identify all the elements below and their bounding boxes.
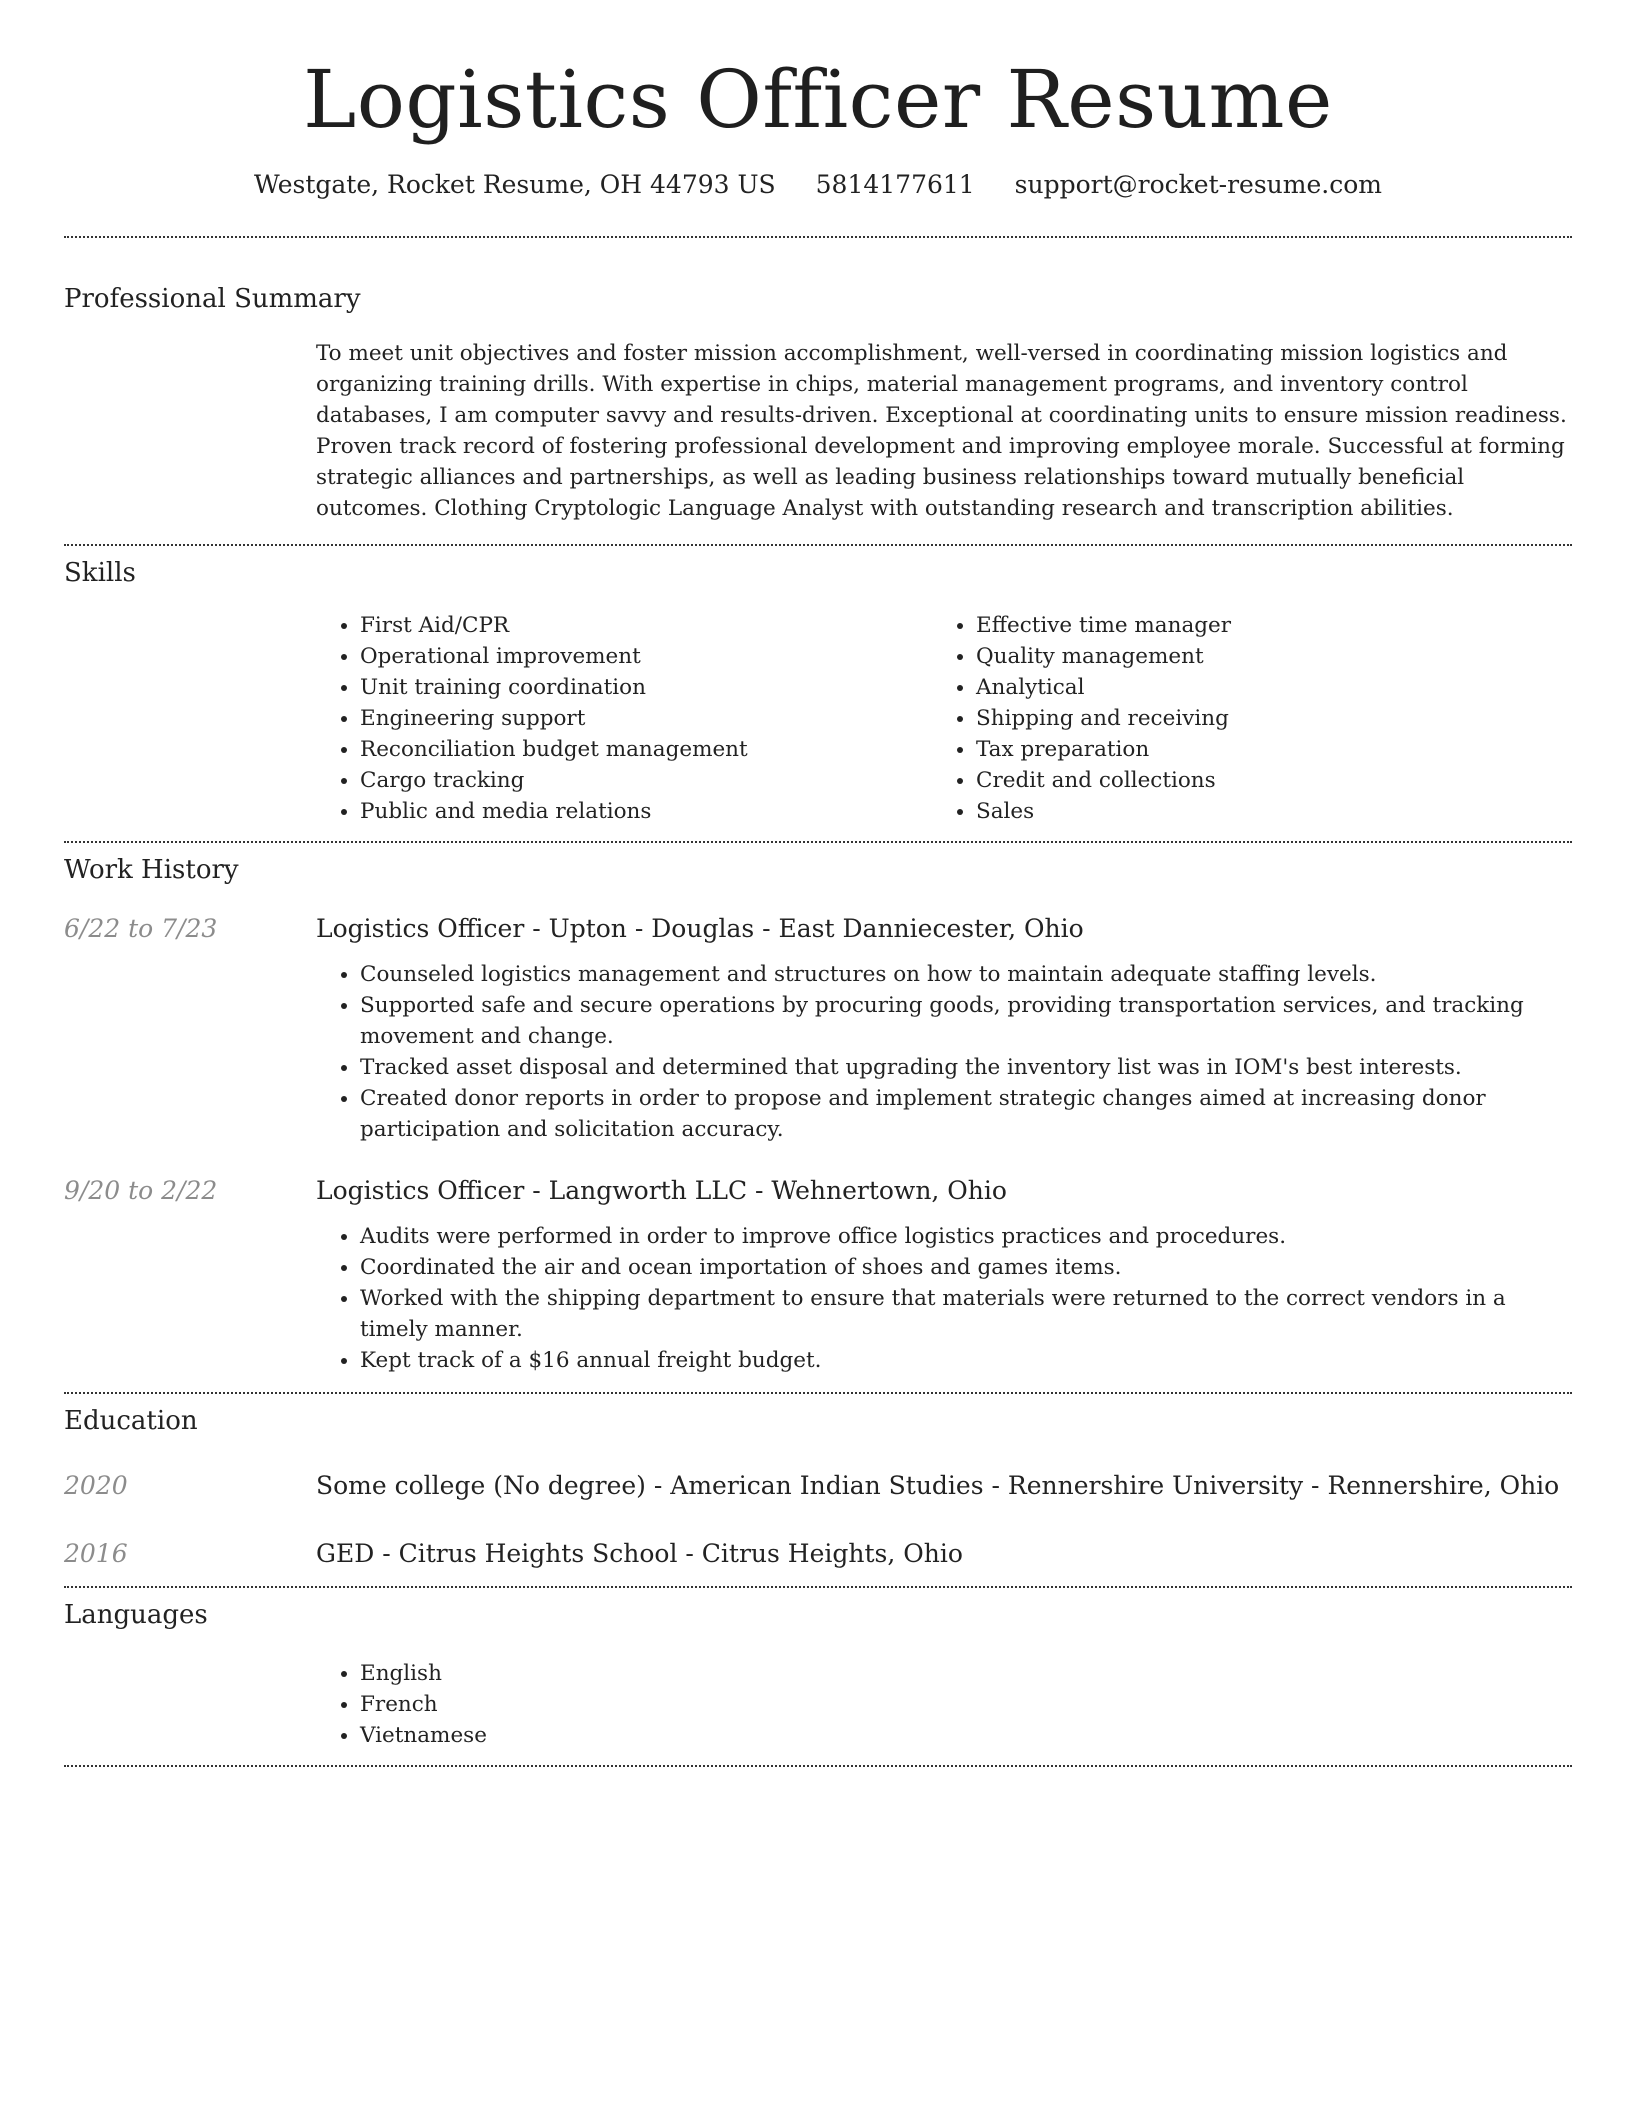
contact-address: Westgate, Rocket Resume, OH 44793 US [254, 170, 776, 199]
education-entry [64, 1536, 1572, 1572]
divider [64, 1765, 1572, 1767]
skill-item: • Unit training coordination [360, 672, 932, 703]
skill-item: • Cargo tracking [360, 765, 932, 796]
education-year: 2016 [64, 1539, 128, 1568]
education-year: 2020 [64, 1471, 128, 1500]
section-title: Work History [64, 855, 239, 885]
job-bullet: • Tracked asset disposal and determined that upgrading the inventory list was in IOM's best interests. [360, 1052, 1572, 1083]
summary-text: To meet unit objectives and foster mission accomplishment, well-versed in coordinating mission logistics and organizing training drills. With expertise in chips, material management programs, and inventory control databases, I am computer savvy and results-driven. Exceptional at coordinating units to ensure mission readiness. Proven track record of fostering professional development and improving employee morale. Successful at forming strategic alliances and partnerships, as well as leading business relationships toward mutually beneficial outcomes. Clothing Cryptologic Language Analyst with outstanding research and transcription abilities. [316, 341, 1567, 521]
skill-item: • Sales [976, 796, 1548, 827]
language-item: • Vietnamese [360, 1720, 1572, 1751]
section-title: Professional Summary [64, 284, 361, 314]
job-entry [64, 1173, 1572, 1376]
contact-line [64, 168, 1572, 202]
section-professional-summary [64, 238, 1572, 544]
contact-phone: 5814177611 [815, 170, 975, 199]
skills-list [316, 610, 1572, 841]
job-bullets [316, 959, 1572, 1145]
contact-email[interactable]: support@rocket-resume.com [1014, 170, 1382, 199]
section-title: Languages [64, 1600, 208, 1630]
job-date: 6/22 to 7/23 [64, 914, 218, 943]
language-item: • English [360, 1658, 1572, 1689]
skills-column-left [316, 610, 932, 827]
skill-item: • Reconciliation budget management [360, 734, 932, 765]
resume-page [64, 0, 1572, 1767]
skill-item: • Engineering support [360, 703, 932, 734]
job-entry [64, 911, 1572, 1145]
skills-column-right [932, 610, 1548, 827]
section-languages [64, 1588, 1572, 1765]
skill-item: • Credit and collections [976, 765, 1548, 796]
language-item: • French [360, 1689, 1572, 1720]
skill-item: • Analytical [976, 672, 1548, 703]
education-entry [64, 1468, 1572, 1504]
skill-item: • Public and media relations [360, 796, 932, 827]
section-work-history [64, 843, 1572, 1392]
section-skills [64, 546, 1572, 841]
job-title: Logistics Officer - Upton - Douglas - East Danniecester, Ohio [316, 914, 1084, 943]
skill-item: • Shipping and receiving [976, 703, 1548, 734]
job-bullet: • Worked with the shipping department to ensure that materials were returned to the correct vendors in a timely manner. [360, 1283, 1572, 1345]
job-details [316, 911, 1572, 1145]
job-details [316, 1173, 1572, 1376]
job-bullet: • Created donor reports in order to propose and implement strategic changes aimed at increasing donor participation and solicitation accuracy. [360, 1083, 1572, 1145]
job-bullet: • Counseled logistics management and structures on how to maintain adequate staffing levels. [360, 959, 1572, 990]
education-details: Some college (No degree) - American Indian Studies - Rennershire University - Rennershire, Ohio [316, 1471, 1560, 1500]
job-bullet: • Coordinated the air and ocean importation of shoes and games items. [360, 1252, 1572, 1283]
section-title: Education [64, 1406, 198, 1436]
skill-item: • Tax preparation [976, 734, 1548, 765]
skill-item: • First Aid/CPR [360, 610, 932, 641]
job-title: Logistics Officer - Langworth LLC - Wehnertown, Ohio [316, 1176, 1007, 1205]
skill-item: • Quality management [976, 641, 1548, 672]
resume-title: Logistics Officer Resume [303, 53, 1333, 146]
languages-list [316, 1658, 1572, 1751]
job-bullet: • Audits were performed in order to improve office logistics practices and procedures. [360, 1221, 1572, 1252]
job-bullet: • Kept track of a $16 annual freight budget. [360, 1345, 1572, 1376]
job-bullets [316, 1221, 1572, 1376]
education-details: GED - Citrus Heights School - Citrus Heights, Ohio [316, 1539, 963, 1568]
skill-item: • Effective time manager [976, 610, 1548, 641]
job-date: 9/20 to 2/22 [64, 1176, 218, 1205]
job-bullet: • Supported safe and secure operations by procuring goods, providing transportation services, and tracking movement and change. [360, 990, 1572, 1052]
skill-item: • Operational improvement [360, 641, 932, 672]
section-education [64, 1394, 1572, 1586]
section-title: Skills [64, 558, 136, 588]
